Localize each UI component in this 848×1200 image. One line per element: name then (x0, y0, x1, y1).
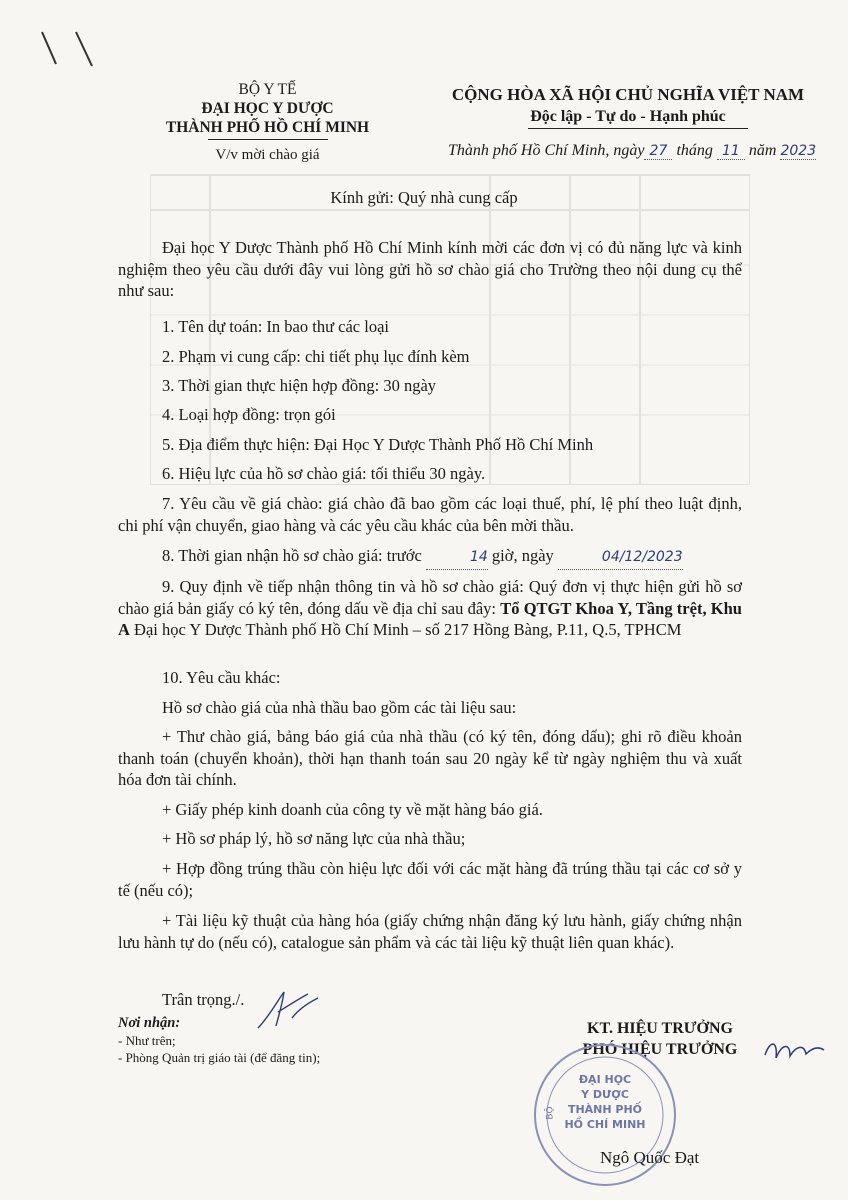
item-2: 2. Phạm vi cung cấp: chi tiết phụ lục đính kèm (162, 347, 470, 366)
delivery-address: Đại học Y Dược Thành phố Hồ Chí Minh – số 217 Hồng Bàng, P.11, Q.5, TPHCM (134, 620, 682, 639)
item-1: 1. Tên dự toán: In bao thư các loại (162, 317, 389, 336)
signer-name: Ngô Quốc Đạt (600, 1148, 700, 1167)
item-6: 6. Hiệu lực của hồ sơ chào giá: tối thiểu 30 ngày. (162, 464, 486, 483)
docs-lead: Hồ sơ chào giá của nhà thầu bao gồm các tài liệu sau: (162, 698, 517, 717)
date-month: 11 (717, 143, 745, 160)
deadline-date: 04/12/2023 (558, 547, 683, 570)
date-year-label: năm (748, 142, 777, 159)
closing: Trân trọng./. (162, 990, 245, 1009)
deadline-hour: 14 (426, 547, 488, 570)
item-5: 5. Địa điểm thực hiện: Đại Học Y Dược Thành Phố Hồ Chí Minh (162, 435, 594, 454)
intro-paragraph: Đại học Y Dược Thành phố Hồ Chí Minh kính mời các đơn vị có đủ năng lực và kinh nghiệm theo yêu cầu dưới đây vui lòng gửi hồ sơ chào giá cho Trường theo nội dung cụ thể như sau: (118, 238, 742, 300)
salutation: Kính gửi: Quý nhà cung cấp (330, 188, 518, 207)
signature-title-1: KT. HIỆU TRƯỞNG (587, 1020, 733, 1037)
university-name-line1: ĐẠI HỌC Y DƯỢC (201, 100, 334, 117)
scan-mark-icon (34, 28, 104, 68)
stamp-line-2: Y DƯỢC (581, 1088, 629, 1101)
date-prefix: Thành phố Hồ Chí Minh, ngày (448, 142, 645, 159)
signature-title-2: PHÓ HIỆU TRƯỞNG (582, 1041, 738, 1058)
recipients (118, 1015, 320, 1066)
subject-line: V/v mời chào giá (215, 147, 320, 163)
doc-item-4: + Hợp đồng trúng thầu còn hiệu lực đối với các mặt hàng đã trúng thầu tại các cơ sở y tế (nếu có); (118, 859, 742, 900)
item-8-mid: giờ, ngày (491, 546, 554, 565)
national-header (438, 84, 818, 128)
doc-item-3: + Hồ sơ pháp lý, hồ sơ năng lực của nhà thầu; (162, 829, 466, 848)
item-10: 10. Yêu cầu khác: (162, 668, 281, 687)
signature-icon (760, 1030, 830, 1070)
doc-item-5: + Tài liệu kỹ thuật của hàng hóa (giấy chứng nhận đăng ký lưu hành, giấy chứng nhận lưu hành tự do (nếu có), catalogue sản phẩm và các tài liệu kỹ thuật liên quan khác). (118, 911, 742, 952)
ministry-name: BỘ Y TẾ (238, 81, 297, 98)
item-4: 4. Loại hợp đồng: trọn gói (162, 405, 336, 424)
motto-underline (528, 128, 748, 129)
item-9 (118, 576, 742, 641)
date-year: 2023 (780, 143, 817, 159)
university-name-line2: THÀNH PHỐ HỒ CHÍ MINH (165, 119, 370, 136)
stamp-line-1: ĐẠI HỌC (578, 1073, 632, 1086)
doc-item-2: + Giấy phép kinh doanh của công ty về mặt hàng báo giá. (162, 800, 543, 819)
item-7: 7. Yêu cầu về giá chào: giá chào đã bao gồm các loại thuế, phí, lệ phí theo luật định, chi phí vận chuyển, giao hàng và các yêu cầu khác của bên mời thầu. (118, 494, 742, 535)
date-line (448, 142, 816, 160)
delivery-address-bold: Tổ QTGT Khoa Y, Tầng trệt, Khu A (118, 598, 742, 639)
item-9-text: 9. Quy định về tiếp nhận thông tin và hồ sơ chào giá: Quý đơn vị thực hiện gửi hồ sơ chào giá bản giấy có ký tên, đóng dấu về địa chỉ sau đây: (118, 577, 742, 618)
date-day: 27 (644, 143, 672, 160)
date-month-label: tháng (676, 142, 713, 159)
doc-item-1: + Thư chào giá, bảng báo giá của nhà thầu (có ký tên, đóng dấu); ghi rõ điều khoản thanh toán (chuyển khoản), thời hạn thanh toán sau 20 ngày kể từ ngày nghiệm thu và xuất hóa đơn tài chính. (118, 727, 742, 789)
recipient-1: - Như trên; (118, 1033, 176, 1048)
stamp-line-4: HỒ CHÍ MINH (564, 1118, 646, 1131)
republic-title: CỘNG HÒA XÃ HỘI CHỦ NGHĨA VIỆT NAM (451, 85, 805, 104)
recipients-title: Nơi nhận: (118, 1015, 181, 1031)
national-motto: Độc lập - Tự do - Hạnh phúc (530, 108, 726, 125)
stamp-line-3: THÀNH PHỐ (567, 1103, 643, 1116)
issuer-divider (208, 139, 328, 140)
stamp-side-text: BỘ (545, 1106, 556, 1120)
recipient-2: - Phòng Quản trị giáo tài (để đăng tin); (118, 1050, 321, 1065)
stamp-text (530, 1072, 680, 1132)
issuer-block (150, 80, 385, 165)
item-3: 3. Thời gian thực hiện hợp đồng: 30 ngày (162, 376, 437, 395)
item-8 (118, 545, 742, 570)
item-8-prefix: 8. Thời gian nhận hồ sơ chào giá: trước (162, 546, 422, 565)
